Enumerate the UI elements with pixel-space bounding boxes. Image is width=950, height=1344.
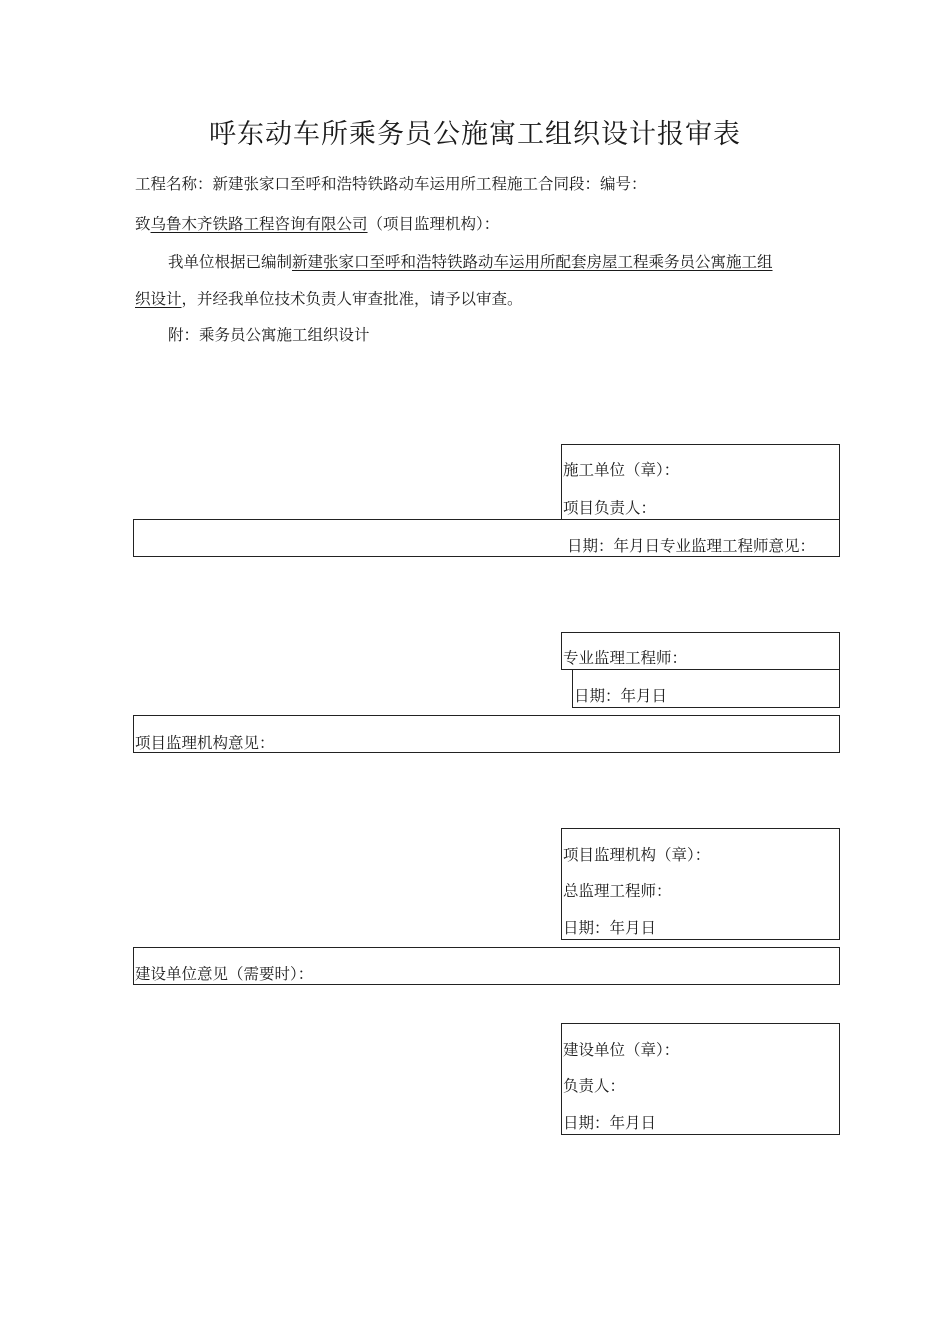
recipient-line <box>135 212 499 234</box>
owner-opinion-label: 建设单位意见（需要时）： <box>135 965 314 983</box>
engineer-label: 专业监理工程师： <box>563 649 688 667</box>
body-doc-name-part2: 织设计 <box>135 290 182 308</box>
owner-unit-label: 建设单位（章）： <box>563 1041 680 1059</box>
body-doc-name-part1: 新建张家口至呼和浩特铁路动车运用所配套房屋工程乘务员公寓施工组 <box>292 253 773 271</box>
contractor-date-and-engineer-opinion: 日期：年月日专业监理工程师意见： <box>567 537 816 555</box>
project-name-line: 工程名称：新建张家口至呼和浩特铁路动车运用所工程施工合同段：编号： <box>135 175 647 193</box>
contractor-manager-label: 项目负责人： <box>563 499 657 517</box>
supervision-date-label: 日期：年月日 <box>563 919 657 937</box>
owner-manager-label: 负责人： <box>563 1077 626 1095</box>
recipient-company: 乌鲁木齐铁路工程咨询有限公司 <box>150 215 368 233</box>
recipient-prefix: 致 <box>135 215 151 233</box>
engineer-date-label: 日期：年月日 <box>574 687 668 705</box>
body-intro: 我单位根据已编制 <box>168 253 293 271</box>
body-line-2 <box>135 287 523 309</box>
body-rest: ，并经我单位技术负责人审查批准，请予以审查。 <box>181 290 523 308</box>
page-title: 呼东动车所乘务员公施寓工组织设计报审表 <box>209 119 741 150</box>
contractor-unit-label: 施工单位（章）： <box>563 461 680 479</box>
attachment-line: 附：乘务员公寓施工组织设计 <box>168 326 370 344</box>
supervision-org-label: 项目监理机构（章）： <box>563 846 711 864</box>
supervision-opinion-label: 项目监理机构意见： <box>135 734 275 752</box>
body-line-1 <box>168 250 773 272</box>
owner-date-label: 日期：年月日 <box>563 1114 657 1132</box>
chief-engineer-label: 总监理工程师： <box>563 882 672 900</box>
recipient-suffix: （项目监理机构）： <box>367 215 500 233</box>
